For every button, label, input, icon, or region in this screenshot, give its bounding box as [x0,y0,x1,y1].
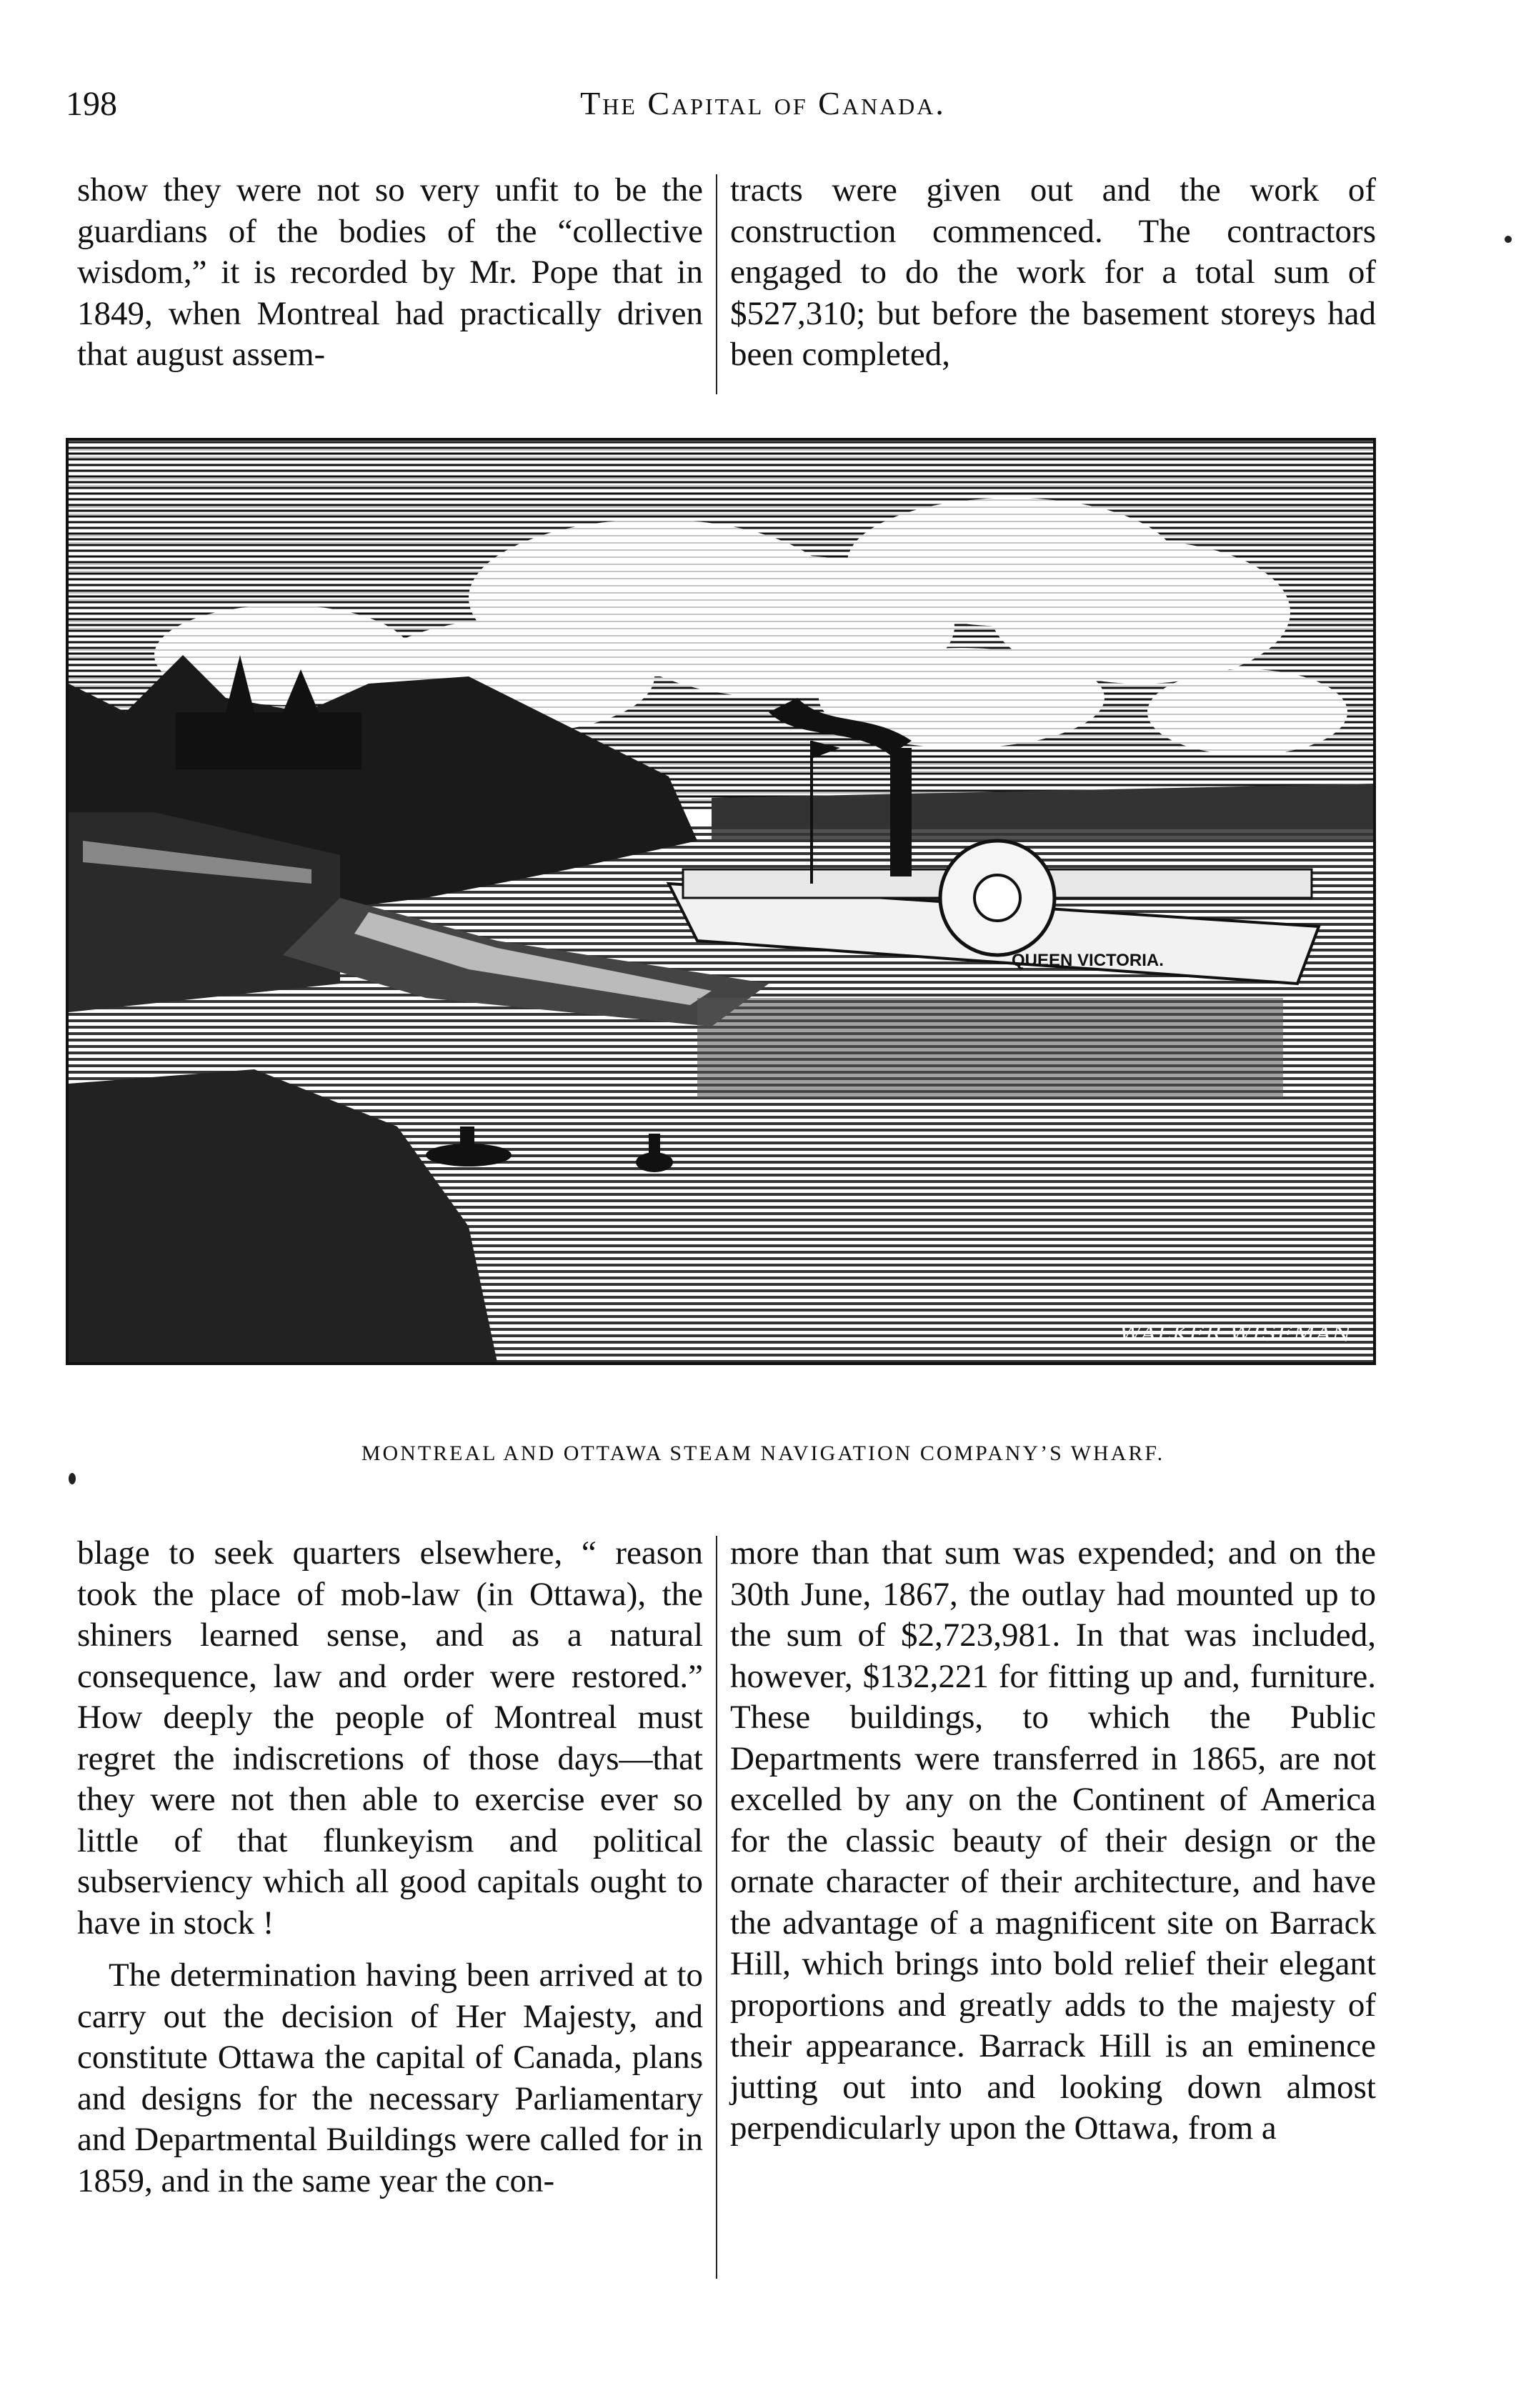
column-rule [716,174,717,394]
paragraph: blage to seek quarters elsewhere, “ reason took the place of mob-law (in Ottawa), the shiners learned sense, and as a natural consequence, law and order were restored.” How deeply the people of Montreal must regret the indiscretions of those days—that they were not then able to exercise ever so little of that flunkeyism and political subserviency which all good capitals ought to have in stock ! [77,1534,703,1942]
paragraph: The determination having been arrived at to carry out the decision of Her Majesty, and constitute Ottawa the capital of Canada, plans and designs for the necessary Parliamentary and Departmental Buildings were called for in 1859, and in the same year the con- [77,1957,703,2199]
running-title: The Capital of Canada. [580,85,946,121]
bottom-left-column [77,1533,703,2202]
top-right-column [730,170,1376,376]
column-rule [716,1536,717,2279]
figure-caption: MONTREAL AND OTTAWA STEAM NAVIGATION COMPANY’S WHARF. [361,1442,1165,1465]
wharf-engraving [66,438,1376,1365]
engraving-illustration [69,441,1373,1362]
reflection [697,998,1283,1098]
steamer-name: QUEEN VICTORIA. [1012,951,1164,970]
paragraph: tracts were given out and the work of construction commenced. The contractors engaged to do the work for a total sum of $527,310; but before the basement storeys had been completed, [730,171,1376,373]
engraver-signature: WALKER WISEMAN [1119,1322,1352,1347]
page-number: 198 [66,85,117,123]
top-left-column [77,170,703,376]
ink-speck [69,1473,76,1484]
ink-speck [1505,236,1512,243]
bottom-right-column [730,1533,1376,2149]
paragraph: more than that sum was expended; and on the 30th June, 1867, the outlay had mounted up to the sum of $2,723,981. In that was included, however, $132,221 for fitting up and, furniture. These buildings, to which the Public Departments were transferred in 1865, are not excelled by any on the Continent of America for the classic beauty of their design or the ornate character of their architecture, and have the advantage of a magnificent site on Barrack Hill, which brings into bold relief their elegant proportions and greatly adds to the majesty of their appearance. Barrack Hill is an eminence jutting out into and looking down almost perpendicularly upon the Ottawa, from a [730,1534,1376,2147]
paragraph: show they were not so very unfit to be the guardians of the bodies of the “collective wisdom,” it is recorded by Mr. Pope that in 1849, when Montreal had practically driven that august assem- [77,171,703,373]
